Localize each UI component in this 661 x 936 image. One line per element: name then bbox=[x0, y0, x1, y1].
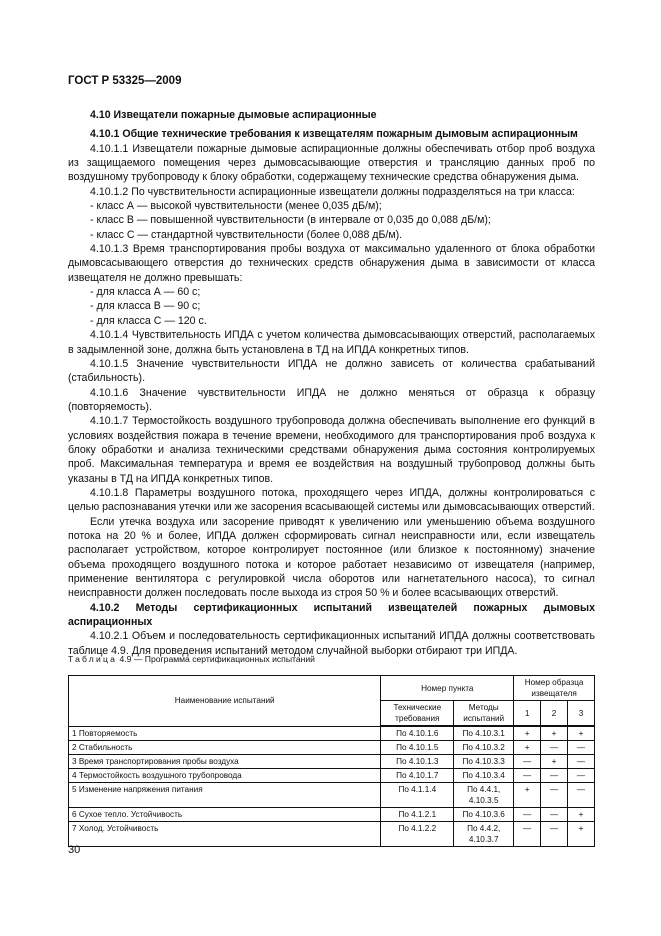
cell-test-name: 5 Изменение напряжения питания bbox=[69, 783, 381, 808]
cell-method: По 4.10.3.6 bbox=[454, 808, 514, 822]
page-number: 30 bbox=[68, 844, 81, 856]
list-item: - класс С — стандартной чувствительности (более 0,088 дБ/м). bbox=[90, 228, 403, 241]
header-test-methods: Методы испытаний bbox=[454, 701, 514, 727]
header-sample-number: Номер образца извещателя bbox=[514, 676, 595, 701]
paragraph-4-10-1-7: 4.10.1.7 Термостойкость воздушного трубопровода должна обеспечивать выполнение его функций в условиях воздействия пожара в течение времени, необходимого для транспортирования проб воздуха к блоку обработки и анализа техническими средствами обнаружения дыма состояния контролируемых проб. Максимальная температура и время ее воздействия на воздушный трубопровод должны быть указаны в ТД на ИПДА конкретных типов. bbox=[68, 415, 595, 485]
cell-tech-req: По 4.10.1.5 bbox=[381, 741, 454, 755]
cell-sample-1: + bbox=[514, 783, 541, 808]
cell-sample-2: — bbox=[541, 808, 568, 822]
header-clause-number: Номер пункта bbox=[381, 676, 514, 701]
cell-sample-1: — bbox=[514, 769, 541, 783]
cell-sample-3: — bbox=[568, 769, 595, 783]
table-caption-text: 4.9 — Программа сертификационных испытаний bbox=[117, 654, 315, 664]
cell-sample-1: — bbox=[514, 822, 541, 847]
section-heading: 4.10 Извещатели пожарные дымовые аспирационные bbox=[90, 109, 377, 121]
cell-sample-2: + bbox=[541, 755, 568, 769]
table-caption-label: Таблица bbox=[68, 654, 118, 664]
cell-sample-1: + bbox=[514, 741, 541, 755]
table-row bbox=[69, 726, 595, 741]
cell-sample-2: — bbox=[541, 741, 568, 755]
document-body bbox=[68, 108, 595, 658]
cell-tech-req: По 4.1.1.4 bbox=[381, 783, 454, 808]
cell-tech-req: По 4.10.1.7 bbox=[381, 769, 454, 783]
header-test-name: Наименование испытаний bbox=[69, 676, 381, 727]
cell-tech-req: По 4.1.2.1 bbox=[381, 808, 454, 822]
cell-sample-3: — bbox=[568, 755, 595, 769]
cell-method: По 4.10.3.4 bbox=[454, 769, 514, 783]
paragraph-4-10-1-8: 4.10.1.8 Параметры воздушного потока, проходящего через ИПДА, должны контролироваться с целью распознавания утечки или же засорения всасывающей системы или дымовсасывающих отверстий. bbox=[68, 486, 595, 514]
cell-test-name: 3 Время транспортирования пробы воздуха bbox=[69, 755, 381, 769]
table-row bbox=[69, 769, 595, 783]
cell-sample-2: — bbox=[541, 822, 568, 847]
cell-sample-3: + bbox=[568, 726, 595, 741]
paragraph-4-10-1-4: 4.10.1.4 Чувствительность ИПДА с учетом количества дымовсасывающих отверстий, располагаемых в задымленной зоне, должна быть установлена в ТД на ИПДА конкретных типов. bbox=[68, 329, 595, 356]
paragraph-4-10-1-5: 4.10.1.5 Значение чувствительности ИПДА не должно зависеть от количества срабатываний (стабильность). bbox=[68, 357, 595, 385]
table-row bbox=[69, 783, 595, 808]
cell-sample-1: + bbox=[514, 726, 541, 741]
list-item: - класс А — высокой чувствительности (менее 0,035 дБ/м); bbox=[90, 200, 382, 213]
table-caption bbox=[68, 654, 315, 664]
subsection-heading-4-10-2: 4.10.2 Методы сертификационных испытаний извещателей пожарных дымовых аспирационных bbox=[68, 601, 595, 629]
list-item: - класс В — повышенной чувствительности (в интервале от 0,035 до 0,088 дБ/м); bbox=[90, 214, 491, 227]
cell-method: По 4.4.2, 4.10.3.7 bbox=[454, 822, 514, 847]
cell-method: По 4.10.3.1 bbox=[454, 726, 514, 741]
list-item: - для класса А — 60 с; bbox=[90, 286, 201, 299]
table-row bbox=[69, 822, 595, 847]
cell-tech-req: По 4.10.1.6 bbox=[381, 726, 454, 741]
cell-method: По 4.10.3.3 bbox=[454, 755, 514, 769]
paragraph-4-10-1-2: 4.10.1.2 По чувствительности аспирационные извещатели должны подразделяться на три класса: bbox=[90, 185, 575, 198]
cell-tech-req: По 4.1.2.2 bbox=[381, 822, 454, 847]
subsection-heading-4-10-1: 4.10.1 Общие технические требования к извещателям пожарным дымовым аспирационным bbox=[90, 128, 578, 141]
cell-method: По 4.4.1, 4.10.3.5 bbox=[454, 783, 514, 808]
cell-sample-2: — bbox=[541, 769, 568, 783]
paragraph-4-10-1-6: 4.10.1.6 Значение чувствительности ИПДА не должно меняться от образца к образцу (повторяемость). bbox=[68, 386, 595, 413]
cell-sample-3: + bbox=[568, 822, 595, 847]
cell-sample-3: — bbox=[568, 783, 595, 808]
cell-sample-1: — bbox=[514, 755, 541, 769]
cell-test-name: 2 Стабильность bbox=[69, 741, 381, 755]
certification-tests-table bbox=[68, 675, 595, 847]
document-id: ГОСТ Р 53325—2009 bbox=[68, 75, 182, 87]
cell-test-name: 6 Сухое тепло. Устойчивость bbox=[69, 808, 381, 822]
cell-sample-2: + bbox=[541, 726, 568, 741]
cell-sample-3: — bbox=[568, 741, 595, 755]
cell-sample-1: — bbox=[514, 808, 541, 822]
cell-test-name: 1 Повторяемость bbox=[69, 726, 381, 741]
paragraph-4-10-1-3: 4.10.1.3 Время транспортирования пробы воздуха от максимально удаленного от блока обработки дымовсасывающего отверстия до технических средств обнаружения дыма в зависимости от класса извещателя не должно превышать: bbox=[68, 243, 595, 284]
header-sample-1: 1 bbox=[514, 701, 541, 727]
list-item: - для класса В — 90 с; bbox=[90, 300, 201, 313]
header-sample-3: 3 bbox=[568, 701, 595, 727]
list-item: - для класса С — 120 с. bbox=[90, 314, 207, 327]
header-tech-requirements: Технические требования bbox=[381, 701, 454, 727]
cell-sample-2: — bbox=[541, 783, 568, 808]
paragraph-4-10-2-1: 4.10.2.1 Объем и последовательность сертификационных испытаний ИПДА должны соответствовать таблице 4.9. Для проведения испытаний методом случайной выборки отбирают три ИПДА. bbox=[68, 630, 595, 657]
table-row bbox=[69, 755, 595, 769]
cell-sample-3: + bbox=[568, 808, 595, 822]
table-row bbox=[69, 741, 595, 755]
header-sample-2: 2 bbox=[541, 701, 568, 727]
table-row bbox=[69, 808, 595, 822]
cell-test-name: 7 Холод. Устойчивость bbox=[69, 822, 381, 847]
cell-test-name: 4 Термостойкость воздушного трубопровода bbox=[69, 769, 381, 783]
paragraph-continuation: Если утечка воздуха или засорение приводят к увеличению или уменьшению объема воздушного потока на 20 % и более, ИПДА должен сформировать сигнал неисправности или, если извещатель располагает устройством, которое контролирует постоянное (или близкое к постоянному) значение объема проходящего воздушного потока и которое работает независимо от извещателя (например, применение вентилятора с регулировкой числа оборотов или нагнетательного насоса), то сигнал неисправности должен последовать после выхода из строя 50 % и более всасывающих отверстий. bbox=[68, 515, 595, 600]
cell-tech-req: По 4.10.1.3 bbox=[381, 755, 454, 769]
cell-method: По 4.10.3.2 bbox=[454, 741, 514, 755]
paragraph-4-10-1-1: 4.10.1.1 Извещатели пожарные дымовые аспирационные должны обеспечивать отбор проб воздуха из защищаемого помещения через дымовсасывающие отверстия и трансляцию данных проб по воздушному трубопроводу к блоку обработки, содержащему технические средства обнаружения дыма. bbox=[68, 142, 595, 184]
